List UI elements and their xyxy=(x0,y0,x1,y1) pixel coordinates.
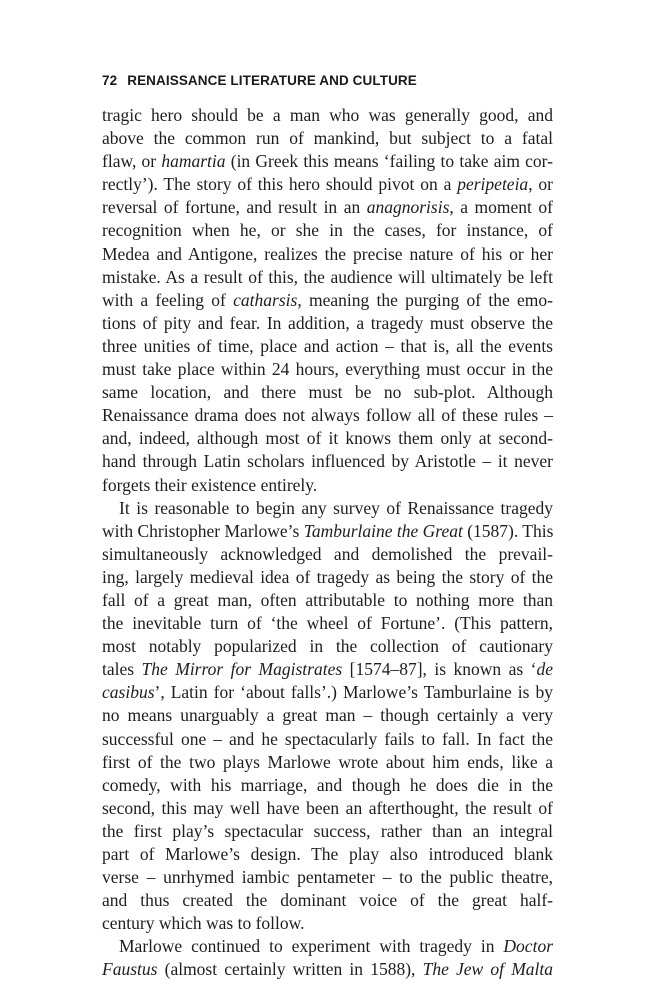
italic-text: anagnorisis xyxy=(366,197,450,218)
text-line xyxy=(102,681,553,704)
text-run: It is reasonable to begin any survey of Renaissance tragedy xyxy=(119,497,553,518)
text-run: tragic hero should be a man who was generally good, and xyxy=(102,105,553,125)
running-head xyxy=(102,73,417,88)
text-line xyxy=(102,173,553,196)
text-line xyxy=(102,889,553,912)
text-line xyxy=(102,127,553,150)
text-line xyxy=(102,589,553,612)
italic-text: casibus xyxy=(102,682,155,703)
italic-text: de xyxy=(536,659,553,680)
text-run: , or xyxy=(528,174,553,195)
italic-text: hamartia xyxy=(161,151,226,172)
text-run: and, indeed, although most of it knows them only at second- xyxy=(102,428,553,449)
text-run: [1574–87], is known as ‘ xyxy=(342,659,537,680)
text-line xyxy=(102,958,553,981)
text-line xyxy=(102,843,553,866)
text-run: three unities of time, place and action – that is, all the events xyxy=(102,335,553,356)
text-line xyxy=(102,566,553,589)
text-line xyxy=(102,358,553,381)
text-line xyxy=(102,497,553,520)
text-line xyxy=(102,797,553,820)
italic-text: Tamburlaine the Great xyxy=(303,520,463,541)
text-run: flaw, or xyxy=(102,151,162,172)
text-run: recognition when he, or she in the cases, for instance, of xyxy=(102,220,553,241)
text-line xyxy=(102,635,553,658)
text-run: above the common run of mankind, but subject to a fatal xyxy=(102,128,553,149)
text-line xyxy=(102,243,553,266)
text-run: , meaning the purging of the emo- xyxy=(297,289,553,310)
text-run: (in Greek this means ‘failing to take aim cor- xyxy=(225,151,553,172)
page-number: 72 xyxy=(102,73,118,88)
text-line xyxy=(102,335,553,358)
text-run: (almost certainly written in 1588), xyxy=(157,959,423,980)
text-line xyxy=(102,104,553,127)
italic-text: Faustus xyxy=(102,959,158,980)
text-run: ing, largely medieval idea of tragedy as being the story of the xyxy=(102,566,553,587)
text-line xyxy=(102,474,553,497)
text-run: most notably popularized in the collection of cautionary xyxy=(102,636,553,657)
text-line xyxy=(102,266,553,289)
text-line xyxy=(102,289,553,312)
text-run: first of the two plays Marlowe wrote about him ends, like a xyxy=(102,751,553,772)
text-run: same location, and there must be no sub-plot. Although xyxy=(102,382,553,403)
text-run: must take place within 24 hours, everything must occur in the xyxy=(102,359,553,380)
text-line xyxy=(102,404,553,427)
text-line xyxy=(102,219,553,242)
text-line xyxy=(102,820,553,843)
text-line xyxy=(102,728,553,751)
text-run: tales xyxy=(102,659,142,680)
text-line xyxy=(102,543,553,566)
text-run: no means unarguably a great man – though certainly a very xyxy=(102,705,553,726)
text-run: the inevitable turn of ‘the wheel of Fortune’. (This pattern, xyxy=(102,613,553,634)
text-run: comedy, with his marriage, and though he does die in the xyxy=(102,774,553,795)
text-line xyxy=(102,866,553,889)
text-run: second, this may well have been an afterthought, the result of xyxy=(102,797,553,818)
text-run: verse – unrhymed iambic pentameter – to the public theatre, xyxy=(102,867,553,888)
text-run: reversal of fortune, and result in an xyxy=(102,197,367,218)
italic-text: peripeteia xyxy=(457,174,529,195)
text-run: Renaissance drama does not always follow all of these rules – xyxy=(102,405,553,426)
text-line xyxy=(102,751,553,774)
text-run: (1587). This xyxy=(462,520,554,541)
text-run: fall of a great man, often attributable to nothing more than xyxy=(102,589,553,610)
text-line xyxy=(102,912,553,935)
text-run: mistake. As a result of this, the audience will ultimately be left xyxy=(102,266,553,287)
text-line xyxy=(102,427,553,450)
text-run: hand through Latin scholars influenced by Aristotle – it never xyxy=(102,451,553,472)
text-line xyxy=(102,381,553,404)
text-run: Medea and Antigone, realizes the precise nature of his or her xyxy=(102,243,553,264)
text-line xyxy=(102,658,553,681)
text-run: tions of pity and fear. In addition, a tragedy must observe the xyxy=(102,312,553,333)
text-line xyxy=(102,312,553,335)
text-run: forgets their existence entirely. xyxy=(102,474,318,495)
italic-text: catharsis xyxy=(233,289,298,310)
text-line xyxy=(102,520,553,543)
text-line xyxy=(102,612,553,635)
text-line xyxy=(102,704,553,727)
text-line xyxy=(102,935,553,958)
italic-text: Doctor xyxy=(503,936,553,957)
text-run: , a moment of xyxy=(449,197,553,218)
text-line xyxy=(102,150,553,173)
text-run: simultaneously acknowledged and demolished the prevail- xyxy=(102,543,553,564)
text-run: ’, Latin for ‘about falls’.) Marlowe’s Tamburlaine is by xyxy=(154,682,553,703)
text-line xyxy=(102,196,553,219)
text-run: Marlowe continued to experiment with tragedy in xyxy=(119,936,504,957)
text-line xyxy=(102,774,553,797)
text-run: successful one – and he spectacularly fails to fall. In fact the xyxy=(102,728,553,749)
text-run: with Christopher Marlowe’s xyxy=(102,520,304,541)
italic-text: The Mirror for Magistrates xyxy=(141,659,343,680)
text-run: and thus created the dominant voice of the great half- xyxy=(102,890,553,911)
body-text xyxy=(102,104,553,982)
text-run: rectly’). The story of this hero should pivot on a xyxy=(102,174,458,195)
text-line xyxy=(102,450,553,473)
italic-text: The Jew of Malta xyxy=(422,959,553,980)
running-title: RENAISSANCE LITERATURE AND CULTURE xyxy=(127,73,417,88)
text-run: the first play’s spectacular success, rather than an integral xyxy=(102,820,553,841)
text-run: with a feeling of xyxy=(102,289,234,310)
text-run: century which was to follow. xyxy=(102,913,305,934)
text-run: part of Marlowe’s design. The play also introduced blank xyxy=(102,844,553,864)
